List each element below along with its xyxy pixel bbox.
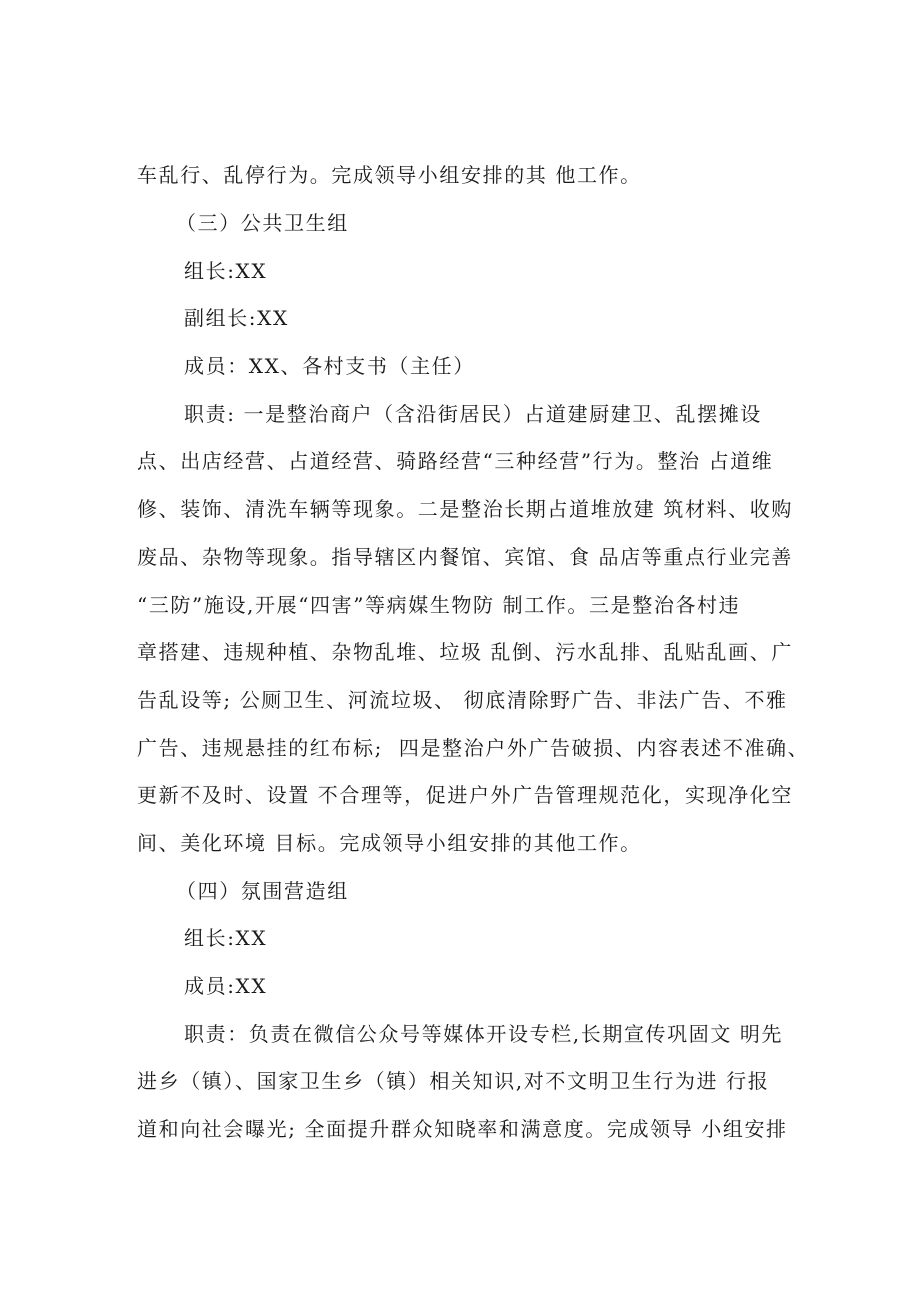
deputy-leader-line: 副组长:XX <box>184 306 289 330</box>
section-heading-public-health: （三）公共卫生组 <box>176 211 349 235</box>
duties-paragraph-line: 点、出店经营、占道经营、骑路经营“三种经营”行为。整治 占道维 <box>137 449 774 473</box>
duties-paragraph-line: 道和向社会曝光; 全面提升群众知晓率和满意度。完成领导 小组安排 <box>137 1117 788 1141</box>
duties-paragraph-line: 修、装饰、清洗车辆等现象。二是整治长期占道堆放建 筑材料、收购 <box>137 497 793 521</box>
duties-paragraph-line: 广告、违规悬挂的红布标; 四是整治户外广告破损、内容表述不准确、 <box>137 736 810 760</box>
duties-paragraph-line: 职责：负责在微信公众号等媒体开设专栏,长期宣传巩固文 明先 <box>184 1022 784 1046</box>
section-heading-atmosphere: （四）氛围营造组 <box>176 879 349 903</box>
duties-paragraph-line: 职责: 一是整治商户（含沿街居民）占道建厨建卫、乱摆摊设 <box>184 402 762 426</box>
members-line: 成员：XX、各村支书（主任） <box>184 354 475 378</box>
duties-paragraph-line: 章搭建、违规种植、杂物乱堆、垃圾 乱倒、污水乱排、乱贴乱画、广 <box>137 640 793 664</box>
paragraph-line-continuation: 车乱行、乱停行为。完成领导小组安排的其 他工作。 <box>137 163 642 187</box>
duties-paragraph-line: “三防”施设,开展“四害”等病媒生物防 制工作。三是整治各村违 <box>137 593 741 617</box>
duties-paragraph-line: 更新不及时、设置 不合理等，促进户外广告管理规范化，实现净化空 <box>137 783 793 807</box>
members-line: 成员:XX <box>184 974 268 998</box>
duties-paragraph-line: 间、美化环境 目标。完成领导小组安排的其他工作。 <box>137 831 642 855</box>
group-leader-line: 组长:XX <box>184 926 268 950</box>
group-leader-line: 组长:XX <box>184 259 268 283</box>
duties-paragraph-line: 告乱设等; 公厕卫生、河流垃圾、 彻底清除野广告、非法广告、不雅 <box>137 688 788 712</box>
duties-paragraph-line: 废品、杂物等现象。指导辖区内餐馆、宾馆、食 品店等重点行业完善 <box>137 545 793 569</box>
duties-paragraph-line: 进乡（镇）、国家卫生乡（镇）相关知识,对不文明卫生行为进 行报 <box>137 1069 770 1093</box>
